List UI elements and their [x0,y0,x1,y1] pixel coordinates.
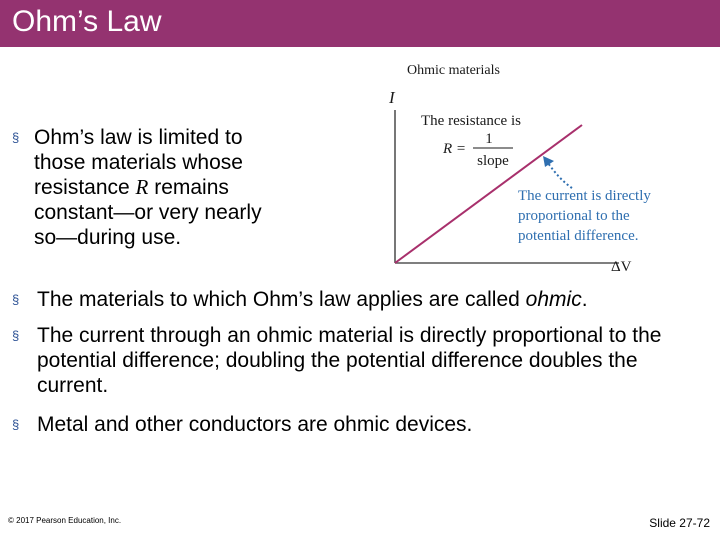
bullet-marker: § [12,130,20,145]
equation-numerator: 1 [485,131,493,147]
figure-title: Ohmic materials [407,63,500,78]
slide-number: Slide 27-72 [649,516,710,530]
ohmic-figure [385,55,705,280]
equation-lhs: R = [443,141,467,157]
bullet-proportionality [12,323,702,398]
y-axis-label: I [389,88,395,107]
copyright-notice: © 2017 Pearson Education, Inc. [8,516,122,525]
note-line-1: The current is directly [518,188,651,204]
note-line-2: proportional to the [518,208,630,224]
bullet-conductors [12,412,702,437]
ohmic-graph [385,55,705,280]
bullet-limited-materials [12,125,277,250]
note-line-3: potential difference. [518,228,639,244]
resistance-caption: The resistance is [421,113,521,129]
x-axis-label: ΔV [611,259,632,275]
bullet-marker: § [12,328,20,343]
bullet-marker: § [12,292,20,307]
ohmic-emphasis: ohmic [525,288,582,311]
bullet-text: Ohm’s law is limited to those materials whose resistance R remains constant—or very nearly so—during use. [34,126,262,249]
dotted-arrow-icon [548,163,572,188]
equation-denominator: slope [477,153,509,169]
bullet-ohmic-definition [12,287,702,312]
bullet-text: The materials to which Ohm’s law applies are called ohmic. [37,288,588,311]
title-bar [0,0,720,47]
resistance-symbol: R [135,175,149,199]
bullet-text: Metal and other conductors are ohmic devices. [37,413,473,436]
bullet-text: The current through an ohmic material is directly proportional to the potential difference; doubling the potential difference doubles the current. [37,324,662,397]
bullet-marker: § [12,417,20,432]
slide-title: Ohm’s Law [12,5,162,38]
